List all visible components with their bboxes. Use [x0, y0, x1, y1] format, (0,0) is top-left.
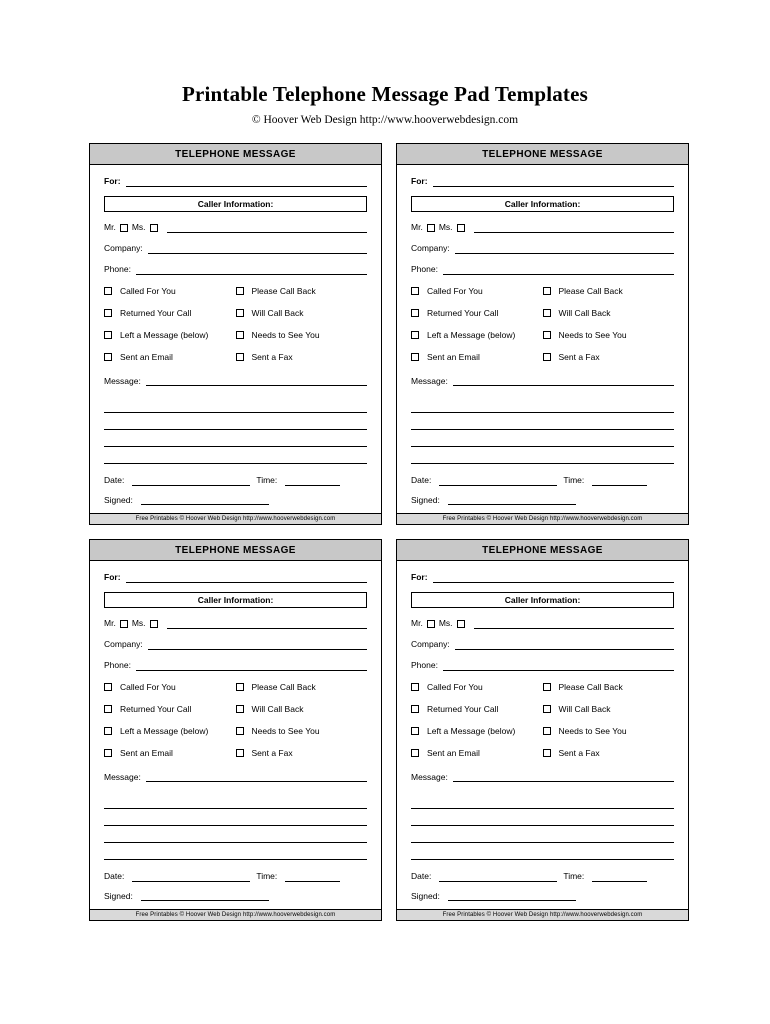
caller-information-heading: Caller Information: — [411, 592, 674, 608]
checkbox-label: Called For You — [427, 682, 483, 692]
checkbox-square[interactable] — [411, 309, 419, 317]
checkbox-please-call-back[interactable] — [236, 286, 368, 296]
card-footer: Free Printables © Hoover Web Design http://www.hooverwebdesign.com — [397, 513, 688, 524]
for-row — [104, 175, 367, 187]
for-row — [411, 175, 674, 187]
time-label: Time: — [563, 475, 585, 485]
signed-label: Signed: — [104, 891, 133, 901]
time-input[interactable] — [592, 474, 647, 486]
checkbox-called-for-you[interactable] — [411, 286, 543, 296]
checkbox-row — [104, 308, 367, 318]
ms-checkbox[interactable] — [457, 620, 465, 628]
action-checkbox-grid — [104, 682, 367, 758]
checkbox-square[interactable] — [543, 287, 551, 295]
message-label: Message: — [411, 376, 448, 386]
time-label: Time: — [256, 871, 278, 881]
checkbox-label: Sent a Fax — [251, 748, 293, 758]
message-lines — [104, 792, 367, 860]
checkbox-label: Will Call Back — [251, 704, 304, 714]
checkbox-needs-to-see-you[interactable] — [543, 330, 675, 340]
card-header: TELEPHONE MESSAGE — [90, 540, 381, 561]
message-input-line-5[interactable] — [104, 447, 367, 464]
checkbox-label: Called For You — [427, 286, 483, 296]
for-label: For: — [411, 572, 428, 582]
card-body — [397, 561, 688, 909]
checkbox-row — [411, 352, 674, 362]
caller-name-input[interactable] — [474, 221, 674, 233]
checkbox-needs-to-see-you[interactable] — [543, 726, 675, 736]
checkbox-label: Left a Message (below) — [120, 330, 209, 340]
checkbox-row — [104, 748, 367, 758]
for-row — [411, 571, 674, 583]
message-input-line-3[interactable] — [411, 809, 674, 826]
checkbox-row — [411, 726, 674, 736]
date-input[interactable] — [439, 870, 557, 882]
company-label: Company: — [104, 639, 143, 649]
message-lines — [411, 396, 674, 464]
checkbox-sent-a-fax[interactable] — [236, 748, 368, 758]
signed-label: Signed: — [104, 495, 133, 505]
checkbox-square[interactable] — [236, 331, 244, 339]
caller-information-heading: Caller Information: — [104, 592, 367, 608]
checkbox-label: Sent a Fax — [558, 352, 600, 362]
for-row — [104, 571, 367, 583]
checkbox-square[interactable] — [543, 309, 551, 317]
card-header: TELEPHONE MESSAGE — [397, 540, 688, 561]
signed-input[interactable] — [141, 889, 269, 901]
checkbox-label: Sent an Email — [120, 748, 173, 758]
message-input-line-2[interactable] — [411, 396, 674, 413]
signed-label: Signed: — [411, 495, 440, 505]
date-time-row — [104, 474, 367, 486]
telephone-message-card-2 — [396, 143, 689, 525]
telephone-message-card-3 — [89, 539, 382, 921]
phone-label: Phone: — [104, 660, 131, 670]
checkbox-square[interactable] — [236, 705, 244, 713]
checkbox-label: Will Call Back — [251, 308, 304, 318]
action-checkbox-grid — [411, 682, 674, 758]
time-input[interactable] — [285, 474, 340, 486]
phone-input[interactable] — [136, 263, 367, 275]
for-input[interactable] — [433, 571, 674, 583]
checkbox-square[interactable] — [104, 331, 112, 339]
message-lines — [104, 396, 367, 464]
checkbox-sent-an-email[interactable] — [411, 352, 543, 362]
message-input-line-3[interactable] — [104, 413, 367, 430]
date-label: Date: — [411, 871, 432, 881]
time-input[interactable] — [285, 870, 340, 882]
checkbox-label: Returned Your Call — [427, 308, 499, 318]
date-input[interactable] — [132, 474, 250, 486]
checkbox-square[interactable] — [543, 331, 551, 339]
message-row — [104, 770, 367, 782]
company-input[interactable] — [455, 242, 674, 254]
message-input-line-2[interactable] — [104, 792, 367, 809]
signed-row — [104, 889, 367, 901]
checkbox-label: Please Call Back — [558, 286, 623, 296]
checkbox-label: Sent an Email — [120, 352, 173, 362]
checkbox-row — [411, 682, 674, 692]
checkbox-square[interactable] — [543, 727, 551, 735]
message-row — [411, 770, 674, 782]
company-input[interactable] — [148, 242, 367, 254]
message-input-line-5[interactable] — [104, 843, 367, 860]
checkbox-label: Sent a Fax — [251, 352, 293, 362]
checkbox-please-call-back[interactable] — [543, 286, 675, 296]
phone-row — [411, 659, 674, 671]
checkbox-label: Please Call Back — [251, 682, 316, 692]
date-label: Date: — [104, 871, 125, 881]
checkbox-will-call-back[interactable] — [543, 704, 675, 714]
message-label: Message: — [104, 772, 141, 782]
checkbox-square[interactable] — [411, 331, 419, 339]
phone-row — [411, 263, 674, 275]
checkbox-label: Sent an Email — [427, 748, 480, 758]
checkbox-square[interactable] — [543, 353, 551, 361]
card-footer: Free Printables © Hoover Web Design http://www.hooverwebdesign.com — [90, 909, 381, 920]
checkbox-row — [104, 352, 367, 362]
checkbox-will-call-back[interactable] — [236, 704, 368, 714]
for-label: For: — [104, 572, 121, 582]
phone-input[interactable] — [443, 659, 674, 671]
message-input-line-1[interactable] — [453, 770, 674, 782]
message-lines — [411, 792, 674, 860]
telephone-message-card-1 — [89, 143, 382, 525]
checkbox-square[interactable] — [104, 683, 112, 691]
ms-label: Ms. — [438, 618, 453, 628]
for-label: For: — [411, 176, 428, 186]
message-input-line-4[interactable] — [104, 826, 367, 843]
card-footer: Free Printables © Hoover Web Design http://www.hooverwebdesign.com — [397, 909, 688, 920]
checkbox-left-a-message[interactable] — [411, 726, 543, 736]
checkbox-will-call-back[interactable] — [236, 308, 368, 318]
checkbox-square[interactable] — [236, 353, 244, 361]
ms-label: Ms. — [131, 222, 146, 232]
checkbox-please-call-back[interactable] — [236, 682, 368, 692]
mr-checkbox[interactable] — [120, 620, 128, 628]
checkbox-label: Sent an Email — [427, 352, 480, 362]
signed-input[interactable] — [141, 493, 269, 505]
date-time-row — [104, 870, 367, 882]
checkbox-row — [104, 726, 367, 736]
message-input-line-2[interactable] — [411, 792, 674, 809]
message-input-line-4[interactable] — [411, 826, 674, 843]
caller-name-input[interactable] — [474, 617, 674, 629]
company-row — [411, 242, 674, 254]
checkbox-row — [411, 330, 674, 340]
ms-checkbox[interactable] — [457, 224, 465, 232]
checkbox-label: Left a Message (below) — [427, 330, 516, 340]
checkbox-label: Returned Your Call — [120, 308, 192, 318]
checkbox-square[interactable] — [543, 749, 551, 757]
message-input-line-1[interactable] — [453, 374, 674, 386]
date-time-row — [411, 474, 674, 486]
salutation-row — [411, 617, 674, 629]
company-row — [104, 242, 367, 254]
checkbox-returned-your-call[interactable] — [411, 308, 543, 318]
checkbox-square[interactable] — [236, 727, 244, 735]
message-input-line-1[interactable] — [146, 770, 367, 782]
date-label: Date: — [104, 475, 125, 485]
salutation-row — [104, 221, 367, 233]
checkbox-returned-your-call[interactable] — [104, 704, 236, 714]
salutation-row — [104, 617, 367, 629]
message-input-line-4[interactable] — [411, 430, 674, 447]
signed-row — [411, 889, 674, 901]
mr-checkbox[interactable] — [427, 224, 435, 232]
checkbox-label: Please Call Back — [558, 682, 623, 692]
checkbox-square[interactable] — [543, 705, 551, 713]
checkbox-square[interactable] — [104, 287, 112, 295]
ms-label: Ms. — [438, 222, 453, 232]
ms-checkbox[interactable] — [150, 224, 158, 232]
phone-row — [104, 263, 367, 275]
card-body — [90, 165, 381, 513]
ms-checkbox[interactable] — [150, 620, 158, 628]
checkbox-called-for-you[interactable] — [104, 682, 236, 692]
checkbox-please-call-back[interactable] — [543, 682, 675, 692]
phone-input[interactable] — [136, 659, 367, 671]
caller-information-heading: Caller Information: — [411, 196, 674, 212]
time-label: Time: — [256, 475, 278, 485]
checkbox-sent-an-email[interactable] — [104, 748, 236, 758]
message-input-line-3[interactable] — [104, 809, 367, 826]
for-input[interactable] — [126, 571, 367, 583]
checkbox-row — [411, 308, 674, 318]
card-body — [397, 165, 688, 513]
for-input[interactable] — [126, 175, 367, 187]
checkbox-label: Returned Your Call — [120, 704, 192, 714]
phone-label: Phone: — [104, 264, 131, 274]
checkbox-sent-an-email[interactable] — [104, 352, 236, 362]
checkbox-label: Will Call Back — [558, 308, 611, 318]
checkbox-label: Please Call Back — [251, 286, 316, 296]
mr-label: Mr. — [411, 618, 423, 628]
message-input-line-2[interactable] — [104, 396, 367, 413]
checkbox-row — [104, 682, 367, 692]
checkbox-returned-your-call[interactable] — [411, 704, 543, 714]
checkbox-sent-a-fax[interactable] — [236, 352, 368, 362]
checkbox-square[interactable] — [104, 705, 112, 713]
mr-checkbox[interactable] — [427, 620, 435, 628]
checkbox-sent-an-email[interactable] — [411, 748, 543, 758]
message-input-line-3[interactable] — [411, 413, 674, 430]
checkbox-label: Will Call Back — [558, 704, 611, 714]
company-label: Company: — [411, 243, 450, 253]
message-label: Message: — [411, 772, 448, 782]
checkbox-left-a-message[interactable] — [104, 330, 236, 340]
checkbox-label: Needs to See You — [251, 726, 320, 736]
checkbox-row — [411, 704, 674, 714]
checkbox-square[interactable] — [236, 683, 244, 691]
checkbox-square[interactable] — [411, 683, 419, 691]
checkbox-left-a-message[interactable] — [104, 726, 236, 736]
checkbox-square[interactable] — [104, 749, 112, 757]
checkbox-row — [411, 748, 674, 758]
signed-row — [411, 493, 674, 505]
company-row — [411, 638, 674, 650]
checkbox-returned-your-call[interactable] — [104, 308, 236, 318]
checkbox-square[interactable] — [236, 287, 244, 295]
checkbox-row — [104, 286, 367, 296]
message-input-line-5[interactable] — [411, 843, 674, 860]
date-input[interactable] — [132, 870, 250, 882]
checkbox-called-for-you[interactable] — [104, 286, 236, 296]
checkbox-label: Called For You — [120, 682, 176, 692]
checkbox-square[interactable] — [104, 353, 112, 361]
checkbox-square[interactable] — [411, 705, 419, 713]
card-footer: Free Printables © Hoover Web Design http://www.hooverwebdesign.com — [90, 513, 381, 524]
caller-information-heading: Caller Information: — [104, 196, 367, 212]
action-checkbox-grid — [104, 286, 367, 362]
company-label: Company: — [411, 639, 450, 649]
mr-checkbox[interactable] — [120, 224, 128, 232]
checkbox-square[interactable] — [411, 353, 419, 361]
card-body — [90, 561, 381, 909]
date-input[interactable] — [439, 474, 557, 486]
checkbox-label: Needs to See You — [558, 726, 627, 736]
mr-label: Mr. — [104, 618, 116, 628]
checkbox-needs-to-see-you[interactable] — [236, 726, 368, 736]
signed-input[interactable] — [448, 889, 576, 901]
phone-label: Phone: — [411, 660, 438, 670]
checkbox-square[interactable] — [236, 749, 244, 757]
date-label: Date: — [411, 475, 432, 485]
phone-row — [104, 659, 367, 671]
for-input[interactable] — [433, 175, 674, 187]
signed-label: Signed: — [411, 891, 440, 901]
message-input-line-1[interactable] — [146, 374, 367, 386]
checkbox-needs-to-see-you[interactable] — [236, 330, 368, 340]
action-checkbox-grid — [411, 286, 674, 362]
company-input[interactable] — [455, 638, 674, 650]
for-label: For: — [104, 176, 121, 186]
message-row — [104, 374, 367, 386]
phone-input[interactable] — [443, 263, 674, 275]
card-header: TELEPHONE MESSAGE — [397, 144, 688, 165]
checkbox-label: Left a Message (below) — [120, 726, 209, 736]
checkbox-square[interactable] — [543, 683, 551, 691]
company-input[interactable] — [148, 638, 367, 650]
mr-label: Mr. — [104, 222, 116, 232]
card-header: TELEPHONE MESSAGE — [90, 144, 381, 165]
checkbox-will-call-back[interactable] — [543, 308, 675, 318]
checkbox-square[interactable] — [411, 287, 419, 295]
checkbox-label: Left a Message (below) — [427, 726, 516, 736]
checkbox-left-a-message[interactable] — [411, 330, 543, 340]
company-row — [104, 638, 367, 650]
time-label: Time: — [563, 871, 585, 881]
page-title: Printable Telephone Message Pad Templates — [181, 82, 589, 106]
checkbox-called-for-you[interactable] — [411, 682, 543, 692]
checkbox-sent-a-fax[interactable] — [543, 748, 675, 758]
checkbox-label: Returned Your Call — [427, 704, 499, 714]
company-label: Company: — [104, 243, 143, 253]
signed-row — [104, 493, 367, 505]
checkbox-sent-a-fax[interactable] — [543, 352, 675, 362]
checkbox-square[interactable] — [411, 749, 419, 757]
checkbox-row — [411, 286, 674, 296]
caller-name-input[interactable] — [167, 617, 367, 629]
checkbox-row — [104, 330, 367, 340]
telephone-message-card-4 — [396, 539, 689, 921]
message-row — [411, 374, 674, 386]
message-card-grid — [89, 143, 689, 921]
time-input[interactable] — [592, 870, 647, 882]
checkbox-square[interactable] — [104, 309, 112, 317]
caller-name-input[interactable] — [167, 221, 367, 233]
mr-label: Mr. — [411, 222, 423, 232]
salutation-row — [411, 221, 674, 233]
checkbox-square[interactable] — [236, 309, 244, 317]
ms-label: Ms. — [131, 618, 146, 628]
message-input-line-5[interactable] — [411, 447, 674, 464]
checkbox-label: Called For You — [120, 286, 176, 296]
checkbox-label: Sent a Fax — [558, 748, 600, 758]
checkbox-square[interactable] — [104, 727, 112, 735]
checkbox-row — [104, 704, 367, 714]
checkbox-label: Needs to See You — [251, 330, 320, 340]
checkbox-square[interactable] — [411, 727, 419, 735]
phone-label: Phone: — [411, 264, 438, 274]
checkbox-label: Needs to See You — [558, 330, 627, 340]
page-subtitle: © Hoover Web Design http://www.hooverwebdesign.com — [251, 114, 519, 126]
signed-input[interactable] — [448, 493, 576, 505]
message-label: Message: — [104, 376, 141, 386]
message-input-line-4[interactable] — [104, 430, 367, 447]
date-time-row — [411, 870, 674, 882]
